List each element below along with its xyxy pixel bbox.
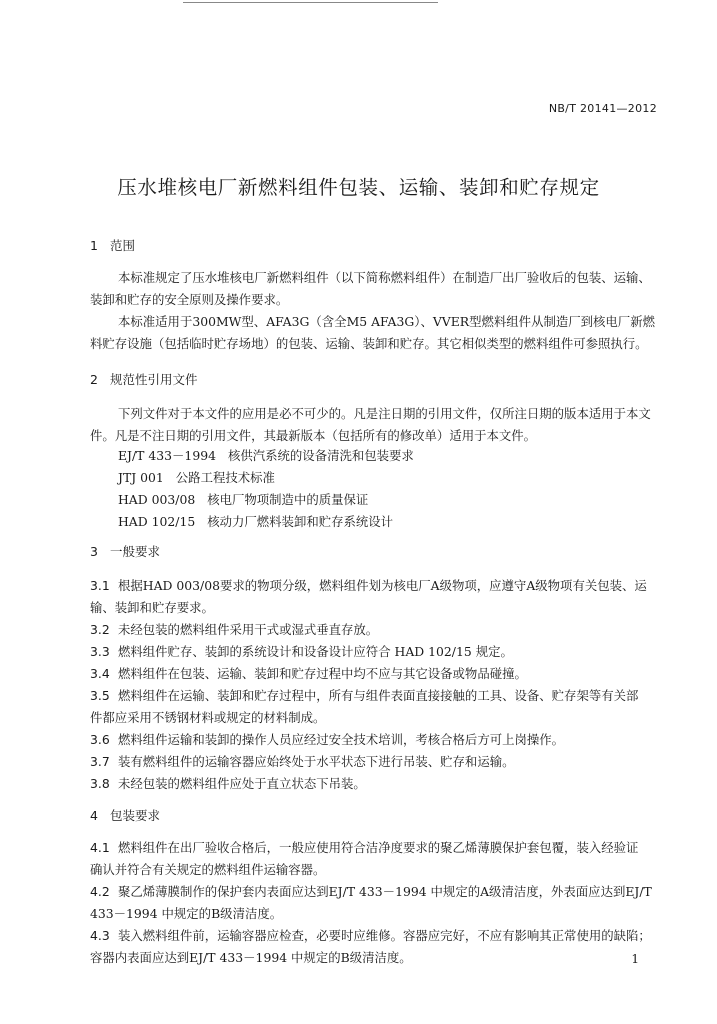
reference-title: 核动力厂燃料装卸和贮存系统设计: [207, 514, 394, 529]
clause-3-7: [90, 752, 662, 770]
section-3-heading: [90, 542, 160, 560]
clause-3-4: [90, 664, 662, 682]
paragraph-line: 件。凡是不注日期的引用文件，其最新版本（包括所有的修改单）适用于本文件。: [90, 428, 537, 443]
section-number: 1: [90, 238, 98, 253]
paragraph-line: 本标准适用于300MW型、AFA3G（含全M5 AFA3G）、VVER型燃料组件从制造厂到核电厂新燃: [118, 314, 655, 329]
paragraph-line: 料贮存设施（包括临时贮存场地）的包装、运输、装卸和贮存。其它相似类型的燃料组件可参照执行。: [90, 336, 648, 351]
section-number: 2: [90, 372, 98, 387]
paragraph-line: 装卸和贮存的安全原则及操作要求。: [90, 292, 289, 307]
reference-code: HAD 003/08: [118, 492, 196, 507]
clause-continuation: 容器内表面应达到EJ/T 433－1994 中规定的B级清洁度。: [90, 950, 412, 965]
clause-text: 根据HAD 003/08要求的物项分级，燃料组件划为核电厂A级物项，应遵守A级物项有关包装、运: [118, 578, 647, 593]
reference-item: [118, 446, 414, 464]
clause-3-1: [90, 576, 662, 594]
clause-3-2: [90, 620, 662, 638]
clause-text: 未经包装的燃料组件应处于直立状态下吊装。: [118, 776, 366, 791]
clause-number: 4.2: [90, 884, 110, 899]
paragraph-line: 下列文件对于本文件的应用是必不可少的。凡是注日期的引用文件，仅所注日期的版本适用于本文: [118, 406, 651, 421]
document-title: 压水堆核电厂新燃料组件包装、运输、装卸和贮存规定: [117, 176, 600, 199]
reference-code: JTJ 001: [118, 470, 164, 485]
reference-title: 核电厂物项制造中的质量保证: [207, 492, 369, 507]
clause-continuation: 件都应采用不锈钢材料或规定的材料制成。: [90, 710, 326, 725]
clause-number: 4.3: [90, 928, 110, 943]
clause-number: 3.4: [90, 666, 110, 681]
clause-text: 装有燃料组件的运输容器应始终处于水平状态下进行吊装、贮存和运输。: [118, 754, 515, 769]
clause-3-3: [90, 642, 662, 660]
clause-number: 4.1: [90, 840, 110, 855]
reference-title: 核供汽系统的设备清洗和包装要求: [227, 448, 414, 463]
clause-number: 3.6: [90, 732, 110, 747]
page-number: 1: [631, 952, 639, 966]
reference-code: EJ/T 433－1994: [118, 448, 216, 463]
clause-text: 燃料组件在出厂验收合格后，一般应使用符合洁净度要求的聚乙烯薄膜保护套包覆，装入经验证: [118, 840, 639, 855]
clause-text: 装入燃料组件前，运输容器应检查，必要时应维修。容器应完好，不应有影响其正常使用的缺陷；: [118, 928, 651, 943]
reference-title: 公路工程技术标准: [175, 470, 275, 485]
clause-continuation: 433－1994 中规定的B级清洁度。: [90, 906, 283, 921]
paragraph-line: 本标准规定了压水堆核电厂新燃料组件（以下简称燃料组件）在制造厂出厂验收后的包装、运输、: [118, 270, 651, 285]
reference-code: HAD 102/15: [118, 514, 196, 529]
clause-3-6: [90, 730, 662, 748]
clause-3-8: [90, 774, 662, 792]
clause-continuation: 确认并符合有关规定的燃料组件运输容器。: [90, 862, 326, 877]
clause-number: 3.2: [90, 622, 110, 637]
clause-number: 3.8: [90, 776, 110, 791]
clause-number: 3.1: [90, 578, 110, 593]
section-title: 包装要求: [110, 808, 161, 823]
clause-continuation: 输、装卸和贮存要求。: [90, 600, 214, 615]
section-4-heading: [90, 806, 160, 824]
clause-text: 燃料组件在包装、运输、装卸和贮存过程中均不应与其它设备或物品碰撞。: [118, 666, 527, 681]
clause-text: 燃料组件贮存、装卸的系统设计和设备设计应符合 HAD 102/15 规定。: [118, 644, 513, 659]
clause-number: 3.7: [90, 754, 110, 769]
reference-item: [118, 468, 275, 486]
clause-3-5: [90, 686, 662, 704]
standard-number: NB/T 20141—2012: [548, 102, 657, 115]
clause-text: 聚乙烯薄膜制作的保护套内表面应达到EJ/T 433－1994 中规定的A级清洁度，外表面应达到EJ/T: [118, 884, 652, 899]
clause-text: 未经包装的燃料组件采用干式或湿式垂直存放。: [118, 622, 379, 637]
section-2-heading: [90, 370, 198, 388]
section-title: 一般要求: [110, 544, 161, 559]
clause-4-1: [90, 838, 662, 856]
section-number: 3: [90, 544, 98, 559]
clause-4-3: [90, 926, 662, 944]
reference-item: [118, 512, 393, 530]
section-1-heading: [90, 236, 135, 254]
clause-number: 3.3: [90, 644, 110, 659]
section-number: 4: [90, 808, 98, 823]
section-title: 范围: [110, 238, 136, 253]
clause-text: 燃料组件在运输、装卸和贮存过程中，所有与组件表面直接接触的工具、设备、贮存架等有关部: [118, 688, 639, 703]
section-title: 规范性引用文件: [110, 372, 198, 387]
top-rule: [183, 2, 438, 3]
clause-text: 燃料组件运输和装卸的操作人员应经过安全技术培训，考核合格后方可上岗操作。: [118, 732, 565, 747]
clause-4-2: [90, 882, 662, 900]
clause-number: 3.5: [90, 688, 110, 703]
reference-item: [118, 490, 368, 508]
